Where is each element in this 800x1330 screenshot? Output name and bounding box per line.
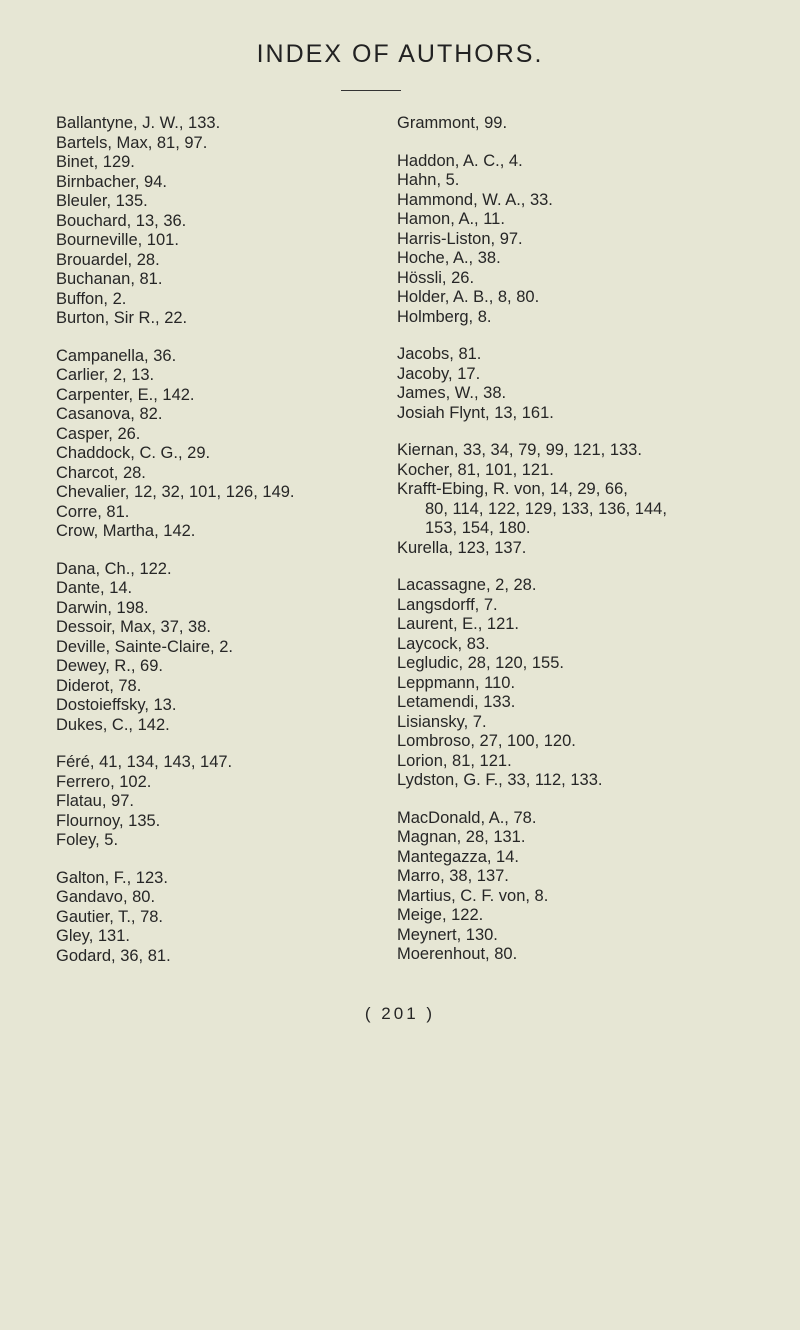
index-entry: Godard, 36, 81. xyxy=(56,946,171,965)
page-number: ( 201 ) xyxy=(364,1004,436,1023)
index-entry: Chaddock, C. G., 29. xyxy=(56,444,211,462)
index-entry: Crow, Martha, 142. xyxy=(56,522,196,540)
index-letter-group xyxy=(56,560,396,736)
index-entry: Charcot, 28. xyxy=(56,463,146,482)
index-entry: Deville, Sainte-Claire, 2. xyxy=(56,637,233,656)
index-entry: Magnan, 28, 131. xyxy=(397,828,526,846)
index-entry: Lisiansky, 7. xyxy=(397,712,487,731)
index-entry: Hahn, 5. xyxy=(397,171,460,189)
index-entry: MacDonald, A., 78. xyxy=(397,808,537,827)
index-entry: Dukes, C., 142. xyxy=(56,715,170,734)
index-entry: Krafft-Ebing, R. von, 14, 29, 66, xyxy=(397,480,628,498)
index-entry: Bleuler, 135. xyxy=(56,192,148,210)
index-entry: Meynert, 130. xyxy=(397,925,498,944)
index-column-right xyxy=(397,114,777,983)
index-entry: Langsdorff, 7. xyxy=(397,595,498,614)
index-entry: Hamon, A., 11. xyxy=(397,210,505,228)
index-entry: Dana, Ch., 122. xyxy=(56,559,172,578)
index-letter-group xyxy=(397,441,777,558)
index-entry: Dostoieffsky, 13. xyxy=(56,696,177,714)
index-entry: Kurella, 123, 137. xyxy=(397,538,527,557)
index-entry: Burton, Sir R., 22. xyxy=(56,309,188,327)
title-rule xyxy=(341,90,401,91)
index-entry: Legludic, 28, 120, 155. xyxy=(397,654,564,672)
index-entry: Lydston, G. F., 33, 112, 133. xyxy=(397,771,603,789)
index-entry: Carpenter, E., 142. xyxy=(56,385,195,404)
index-entry: Flatau, 97. xyxy=(56,792,134,810)
index-entry: Dewey, R., 69. xyxy=(56,657,163,675)
index-entry: Grammont, 99. xyxy=(397,114,508,132)
index-entry: Bourneville, 101. xyxy=(56,231,179,249)
index-entry: Meige, 122. xyxy=(397,906,484,924)
index-entry: Holder, A. B., 8, 80. xyxy=(397,288,540,306)
index-entry: Bartels, Max, 81, 97. xyxy=(56,133,208,152)
index-entry: Foley, 5. xyxy=(56,831,119,849)
index-entry: Kocher, 81, 101, 121. xyxy=(397,460,554,479)
index-letter-group xyxy=(56,347,396,542)
index-entry: Mantegazza, 14. xyxy=(397,847,519,866)
index-letter-group xyxy=(397,152,777,328)
index-entry: Lorion, 81, 121. xyxy=(397,751,512,770)
index-letter-group xyxy=(397,345,777,423)
index-entry: Jacobs, 81. xyxy=(397,345,482,363)
index-letter-group xyxy=(56,114,396,329)
index-entry: Laurent, E., 121. xyxy=(397,615,520,633)
index-entry: Campanella, 36. xyxy=(56,346,177,365)
index-letter-group xyxy=(397,114,777,134)
index-letter-group xyxy=(56,869,396,967)
index-entry: Gley, 131. xyxy=(56,927,130,945)
index-entry: Gautier, T., 78. xyxy=(56,907,164,926)
index-entry: Leppmann, 110. xyxy=(397,673,516,692)
index-entry: Brouardel, 28. xyxy=(56,250,160,269)
index-entry: Corre, 81. xyxy=(56,502,130,521)
index-entry-continuation: 80, 114, 122, 129, 133, 136, 144, xyxy=(425,499,667,518)
index-entry: Ballantyne, J. W., 133. xyxy=(56,114,221,132)
index-entry: Féré, 41, 134, 143, 147. xyxy=(56,753,233,771)
index-entry: Lacassagne, 2, 28. xyxy=(397,576,537,594)
page-title: INDEX OF AUTHORS. xyxy=(256,40,544,68)
index-entry: Buffon, 2. xyxy=(56,289,127,308)
index-entry: James, W., 38. xyxy=(397,384,507,402)
index-entry-continuation: 153, 154, 180. xyxy=(425,519,531,537)
index-entry: Moerenhout, 80. xyxy=(397,945,518,963)
index-letter-group xyxy=(397,809,777,965)
index-entry: Hössli, 26. xyxy=(397,268,475,287)
index-entry: Marro, 38, 137. xyxy=(397,867,509,885)
index-entry: Hoche, A., 38. xyxy=(397,249,501,267)
index-entry: Harris-Liston, 97. xyxy=(397,229,523,248)
index-entry: Chevalier, 12, 32, 101, 126, 149. xyxy=(56,483,295,501)
index-entry: Laycock, 83. xyxy=(397,634,490,653)
index-entry: Bouchard, 13, 36. xyxy=(56,211,187,230)
index-entry: Darwin, 198. xyxy=(56,598,149,617)
index-entry: Haddon, A. C., 4. xyxy=(397,151,523,170)
index-letter-group xyxy=(397,576,777,791)
index-column-left xyxy=(56,114,396,984)
index-entry: Flournoy, 135. xyxy=(56,811,161,830)
index-entry: Diderot, 78. xyxy=(56,676,142,695)
index-entry: Binet, 129. xyxy=(56,153,135,171)
index-entry: Kiernan, 33, 34, 79, 99, 121, 133. xyxy=(397,441,642,459)
index-entry: Dante, 14. xyxy=(56,579,133,597)
index-entry: Lombroso, 27, 100, 120. xyxy=(397,732,576,750)
index-entry: Martius, C. F. von, 8. xyxy=(397,886,549,905)
index-entry: Holmberg, 8. xyxy=(397,307,492,326)
index-entry: Gandavo, 80. xyxy=(56,888,156,906)
index-entry: Ferrero, 102. xyxy=(56,772,152,791)
index-entry: Letamendi, 133. xyxy=(397,693,516,711)
index-entry: Galton, F., 123. xyxy=(56,868,168,887)
index-entry: Josiah Flynt, 13, 161. xyxy=(397,403,554,422)
index-letter-group xyxy=(56,753,396,851)
index-entry: Buchanan, 81. xyxy=(56,270,163,288)
index-entry: Birnbacher, 94. xyxy=(56,172,167,191)
index-entry: Casanova, 82. xyxy=(56,405,163,423)
index-entry: Casper, 26. xyxy=(56,424,141,443)
index-entry: Hammond, W. A., 33. xyxy=(397,190,553,209)
index-entry: Carlier, 2, 13. xyxy=(56,366,155,384)
index-entry: Jacoby, 17. xyxy=(397,364,481,383)
index-entry: Dessoir, Max, 37, 38. xyxy=(56,618,211,636)
